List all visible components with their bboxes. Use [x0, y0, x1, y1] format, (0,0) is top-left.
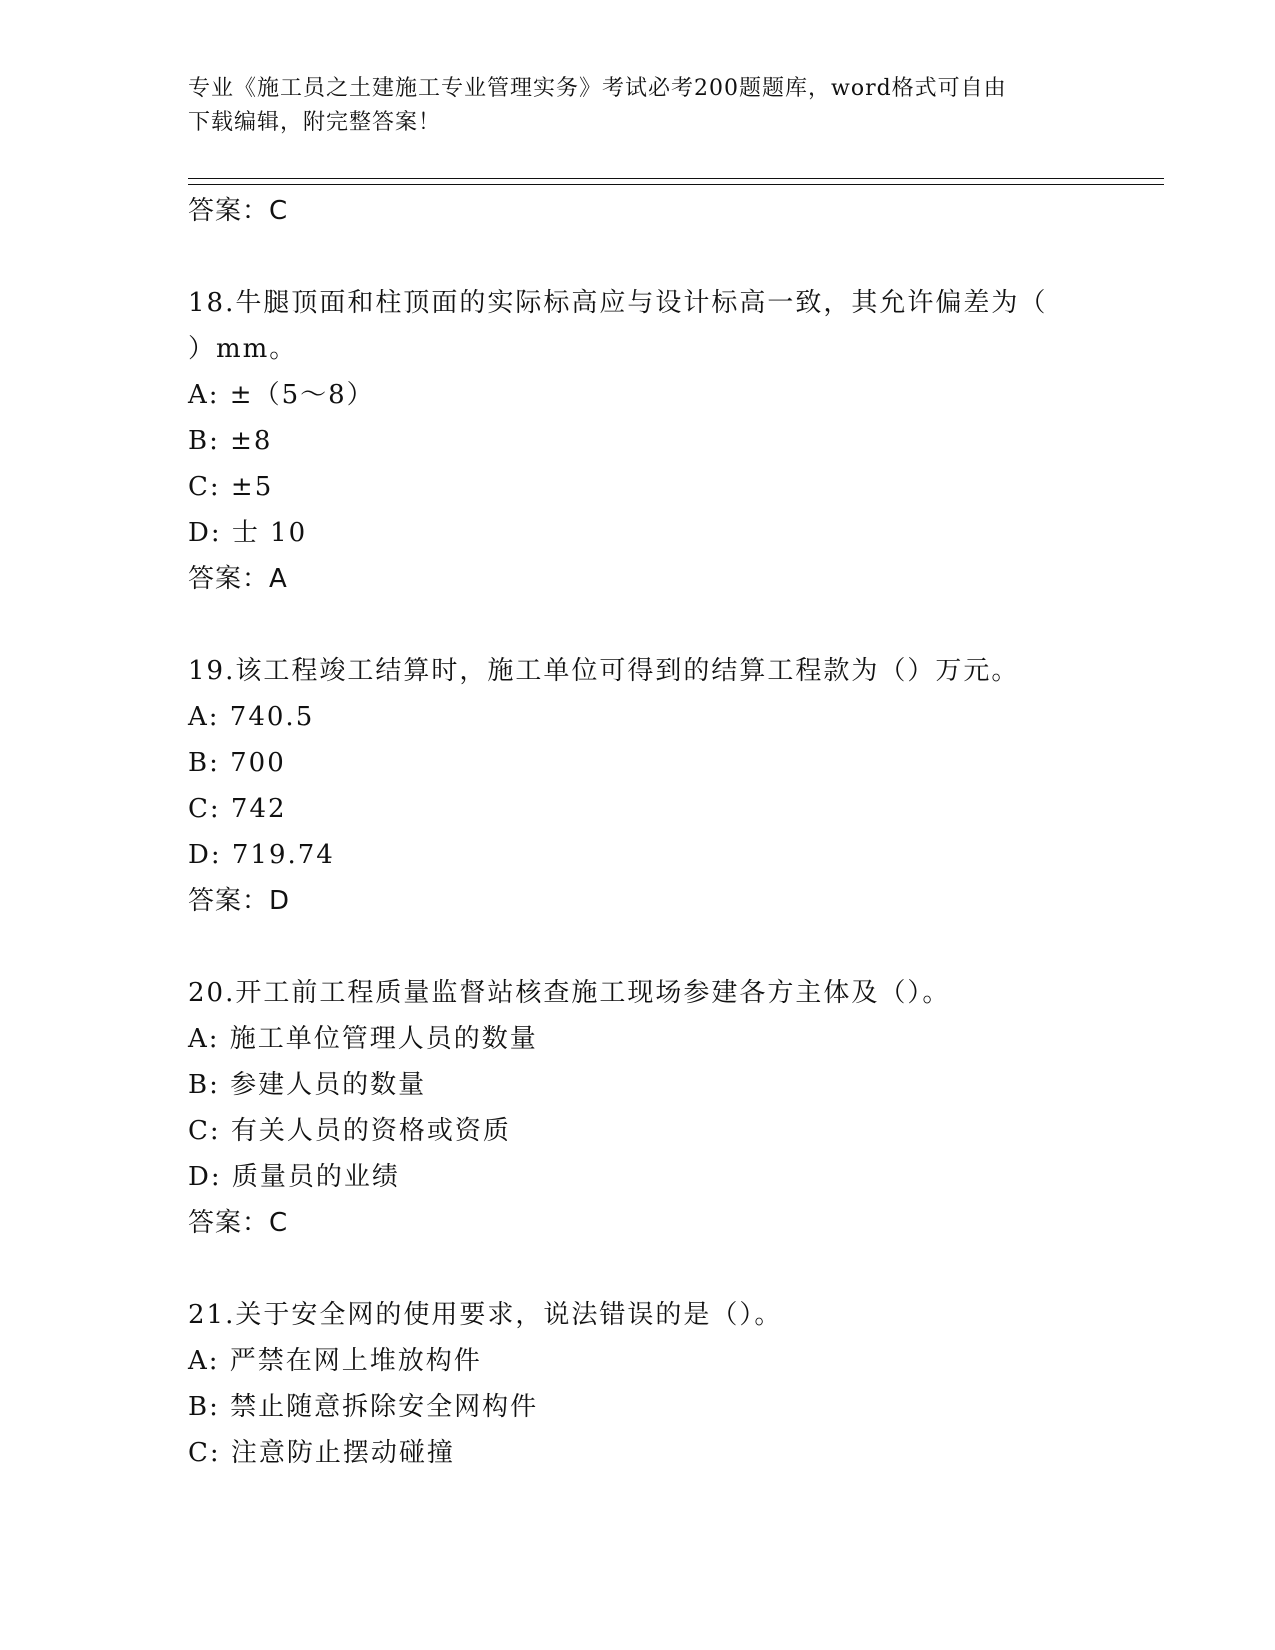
spacer — [188, 924, 1088, 970]
option-b: B: 参建人员的数量 — [188, 1070, 427, 1100]
question-20 — [188, 970, 1088, 1246]
option-a: A: 严禁在网上堆放构件 — [188, 1346, 482, 1376]
question-stem: 19.该工程竣工结算时，施工单位可得到的结算工程款为（）万元。 — [188, 656, 1020, 686]
option-d: D: 士 10 — [188, 518, 308, 548]
question-19 — [188, 648, 1088, 924]
option-a: A: 740.5 — [188, 702, 315, 732]
question-18 — [188, 280, 1088, 602]
question-stem-cont: ）mm。 — [188, 334, 298, 364]
option-a: A: 施工单位管理人员的数量 — [188, 1024, 538, 1054]
option-c: C: 注意防止摆动碰撞 — [188, 1438, 455, 1468]
spacer — [188, 1246, 1088, 1292]
header-rule-top — [188, 178, 1164, 179]
option-c: C: 有关人员的资格或资质 — [188, 1116, 511, 1146]
header-line-2: 下载编辑，附完整答案！ — [188, 110, 442, 135]
answer-line: 答案：A — [188, 564, 288, 594]
option-a: A: ±（5～8） — [188, 380, 375, 410]
question-stem: 21.关于安全网的使用要求，说法错误的是（）。 — [188, 1300, 783, 1330]
document-header — [188, 72, 1068, 140]
option-d: D: 质量员的业绩 — [188, 1162, 400, 1192]
header-line-1: 专业《施工员之土建施工专业管理实务》考试必考200题题库，word格式可自由 — [188, 76, 1007, 101]
document-body — [188, 188, 1088, 1476]
option-d: D: 719.74 — [188, 840, 335, 870]
question-stem: 18.牛腿顶面和柱顶面的实际标高应与设计标高一致，其允许偏差为（ — [188, 288, 1048, 318]
option-b: B: 禁止随意拆除安全网构件 — [188, 1392, 539, 1422]
option-c: C: 742 — [188, 794, 287, 824]
answer-line: 答案：D — [188, 886, 291, 916]
header-rule-bottom — [188, 184, 1164, 185]
answer-line: 答案：C — [188, 196, 289, 226]
option-b: B: ±8 — [188, 426, 273, 456]
spacer — [188, 234, 1088, 280]
question-21 — [188, 1292, 1088, 1476]
option-b: B: 700 — [188, 748, 286, 778]
question-stem: 20.开工前工程质量监督站核查施工现场参建各方主体及（）。 — [188, 978, 951, 1008]
spacer — [188, 602, 1088, 648]
option-c: C: ±5 — [188, 472, 274, 502]
answer-line: 答案：C — [188, 1208, 289, 1238]
